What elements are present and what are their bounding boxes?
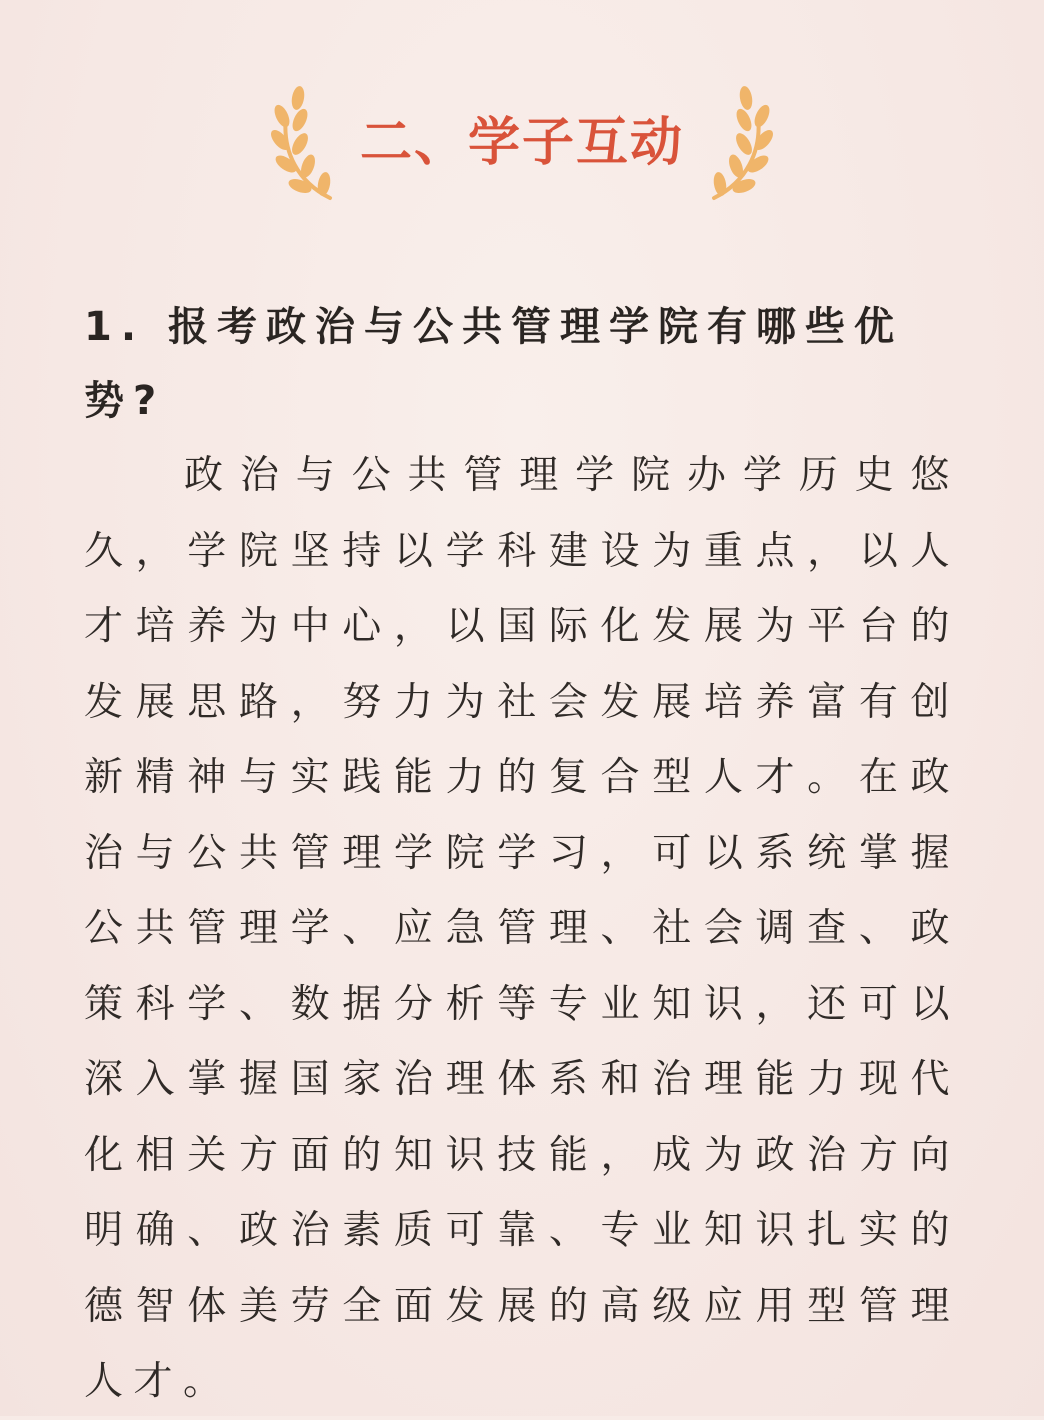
laurel-right-icon (686, 86, 776, 204)
question-heading: 1. 报考政治与公共管理学院有哪些优势? (84, 304, 903, 424)
section-header (0, 80, 1044, 210)
section-title: 二、学子互动 (359, 113, 684, 173)
answer-paragraph: 政治与公共管理学院办学历史悠久，学院坚持以学科建设为重点，以人才培养为中心，以国际化发展为平台的发展思路，努力为社会发展培养富有创新精神与实践能力的复合型人才。在政治与公共管理学院学习，可以系统掌握公共管理学、应急管理、社会调查、政策科学、数据分析等专业知识，还可以深入掌握国家治理体系和治理能力现代化相关方面的知识技能，成为政治方向明确、政治素质可靠、专业知识扎实的德智体美劳全面发展的高级应用型管理人才。 (84, 453, 960, 1404)
